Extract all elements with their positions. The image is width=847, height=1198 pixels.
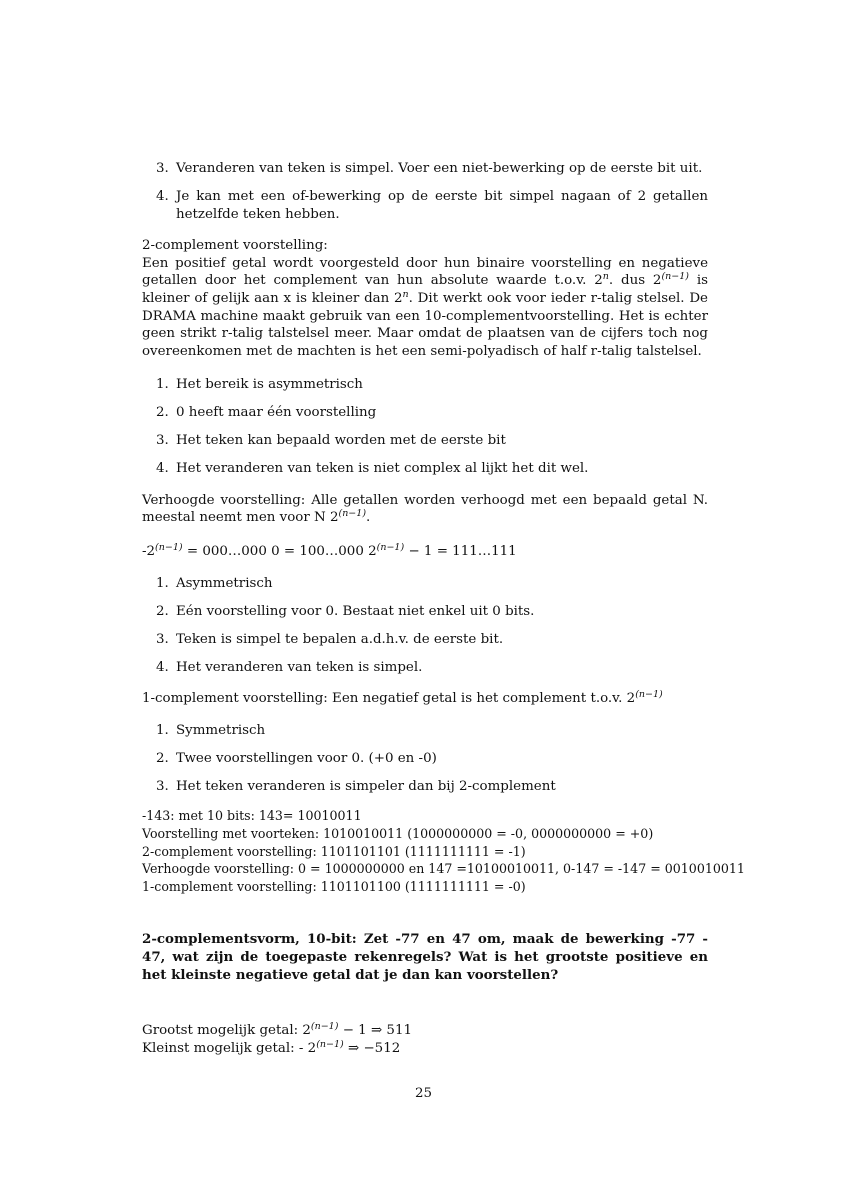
list-number: 3.: [156, 433, 169, 449]
list-item: [142, 722, 708, 740]
text-run: = 000…000 0 = 100…000 2: [182, 544, 377, 560]
text-run: Een positief getal wordt voorgesteld door hun binaire voorstelling en negatieve getallen door het complement van hun absolute waarde t.o.v. 2: [142, 255, 708, 289]
superscript: (n−1): [338, 508, 367, 520]
list-item: [142, 603, 708, 621]
superscript: (n−1): [310, 1021, 339, 1033]
example-line: -143: met 10 bits: 143= 10010011: [142, 808, 362, 824]
list-text: Het veranderen van teken is niet complex al lijkt het dit wel.: [176, 461, 589, 477]
list-text: Asymmetrisch: [176, 575, 273, 591]
text-run: is kleiner of gelijk aan x is kleiner dan 2: [142, 273, 708, 306]
excess-formula: [142, 543, 708, 561]
list-item: [142, 376, 708, 394]
list-number: 1.: [156, 722, 169, 738]
exam-question: 2-complementsvorm, 10-bit: Zet -77 en 47 om, maak de bewerking -77 - 47, wat zijn de toegepaste rekenregels? Wat is het grootste positieve en het kleinste negatieve getal dat je dan kan voorstellen?: [142, 931, 708, 983]
list-properties-sign: [142, 160, 708, 223]
list-number: 3.: [156, 161, 169, 176]
page-number: 25: [414, 1086, 433, 1101]
superscript: (n−1): [155, 542, 183, 554]
list-item: [142, 631, 708, 649]
example-line: Verhoogde voorstelling: 0 = 1000000000 en 147 =10100010011, 0-147 = -147 = 0010010011: [142, 861, 745, 877]
text-run: ⇒ −512: [343, 1040, 401, 1056]
list-item: [142, 432, 708, 450]
list-item: [142, 575, 708, 593]
list-number: 4.: [156, 461, 169, 477]
list-item: [142, 750, 708, 768]
text-run: Grootst mogelijk getal: 2: [142, 1023, 311, 1039]
list-text: Veranderen van teken is simpel. Voer een niet-bewerking op de eerste bit uit.: [176, 161, 703, 176]
list-text: Je kan met een of-bewerking op de eerste bit simpel nagaan of 2 getallen hetzelfde teken hebben.: [176, 188, 708, 222]
text-run: Kleinst mogelijk getal: - 2: [142, 1040, 317, 1056]
answer-block: [142, 1022, 708, 1057]
ones-complement-paragraph: [142, 690, 708, 708]
answer-max: [142, 1022, 708, 1040]
superscript: (n−1): [376, 542, 405, 554]
superscript: (n−1): [661, 271, 689, 283]
superscript: n: [602, 271, 609, 283]
superscript: (n−1): [316, 1038, 344, 1050]
list-text: Eén voorstelling voor 0. Bestaat niet enkel uit 0 bits.: [176, 603, 535, 619]
list-number: 2.: [156, 405, 169, 421]
answer-min: [142, 1040, 708, 1058]
list-number: 3.: [156, 631, 169, 647]
list-item: [142, 160, 708, 178]
text-run: . dus 2: [608, 273, 662, 289]
list-text: Het teken kan bepaald worden met de eerste bit: [176, 433, 506, 449]
list-number: 1.: [156, 575, 169, 591]
text-run: − 1 ⇒ 511: [338, 1023, 412, 1039]
list-number: 4.: [156, 659, 169, 675]
excess-paragraph: [142, 492, 708, 527]
list-number: 2.: [156, 603, 169, 619]
list-number: 4.: [156, 188, 169, 204]
list-item: [142, 188, 708, 223]
example-line: 2-complement voorstelling: 1101101101 (1111111111 = -1): [142, 843, 526, 859]
list-item: [142, 659, 708, 677]
list-text: Het teken veranderen is simpeler dan bij 2-complement: [176, 778, 556, 794]
list-text: Symmetrisch: [176, 722, 266, 738]
list-text: Het veranderen van teken is simpel.: [176, 659, 423, 675]
text-run: .: [366, 510, 371, 526]
list-properties-twos: [142, 376, 708, 478]
page-content: [142, 160, 745, 1069]
text-run: -2: [142, 544, 156, 560]
list-number: 2.: [156, 750, 169, 766]
list-properties-excess: [142, 575, 708, 677]
list-item: [142, 404, 708, 422]
list-item: [142, 460, 708, 478]
list-properties-ones: [142, 722, 708, 796]
twos-complement-paragraph: [142, 237, 708, 360]
list-item: [142, 778, 708, 796]
text-run: Verhoogde voorstelling: Alle getallen worden verhoogd met een bepaald getal N. meestal neemt men voor N 2: [142, 492, 708, 526]
text-run: − 1 = 111…111: [404, 544, 517, 560]
example-line: Voorstelling met voorteken: 1010010011 (1000000000 = -0, 0000000000 = +0): [142, 825, 654, 841]
list-text: Teken is simpel te bepalen a.d.h.v. de eerste bit.: [176, 631, 504, 647]
example-line: 1-complement voorstelling: 1101101100 (1111111111 = -0): [142, 878, 526, 894]
text-run: . Dit werkt ook voor ieder r-talig stelsel. De DRAMA machine maakt gebruik van een 10-complementvoorstelling. Het is echter geen strikt r-talig talstelsel meer. Maar omdat de plaatsen van de cijfers toch nog overeenkomen met de machten is het een semi-polyadisch of half r-talig talstelsel.: [142, 290, 708, 359]
list-number: 1.: [156, 377, 169, 393]
section-heading: 2-complement voorstelling:: [142, 238, 328, 254]
text-run: 1-complement voorstelling: Een negatief getal is het complement t.o.v. 2: [142, 691, 636, 707]
superscript: n: [402, 288, 409, 300]
list-text: 0 heeft maar één voorstelling: [176, 405, 377, 421]
superscript: (n−1): [635, 689, 663, 701]
list-text: Twee voorstellingen voor 0. (+0 en -0): [176, 750, 437, 766]
list-number: 3.: [156, 778, 169, 794]
list-text: Het bereik is asymmetrisch: [176, 377, 363, 393]
example-block: [142, 807, 745, 895]
